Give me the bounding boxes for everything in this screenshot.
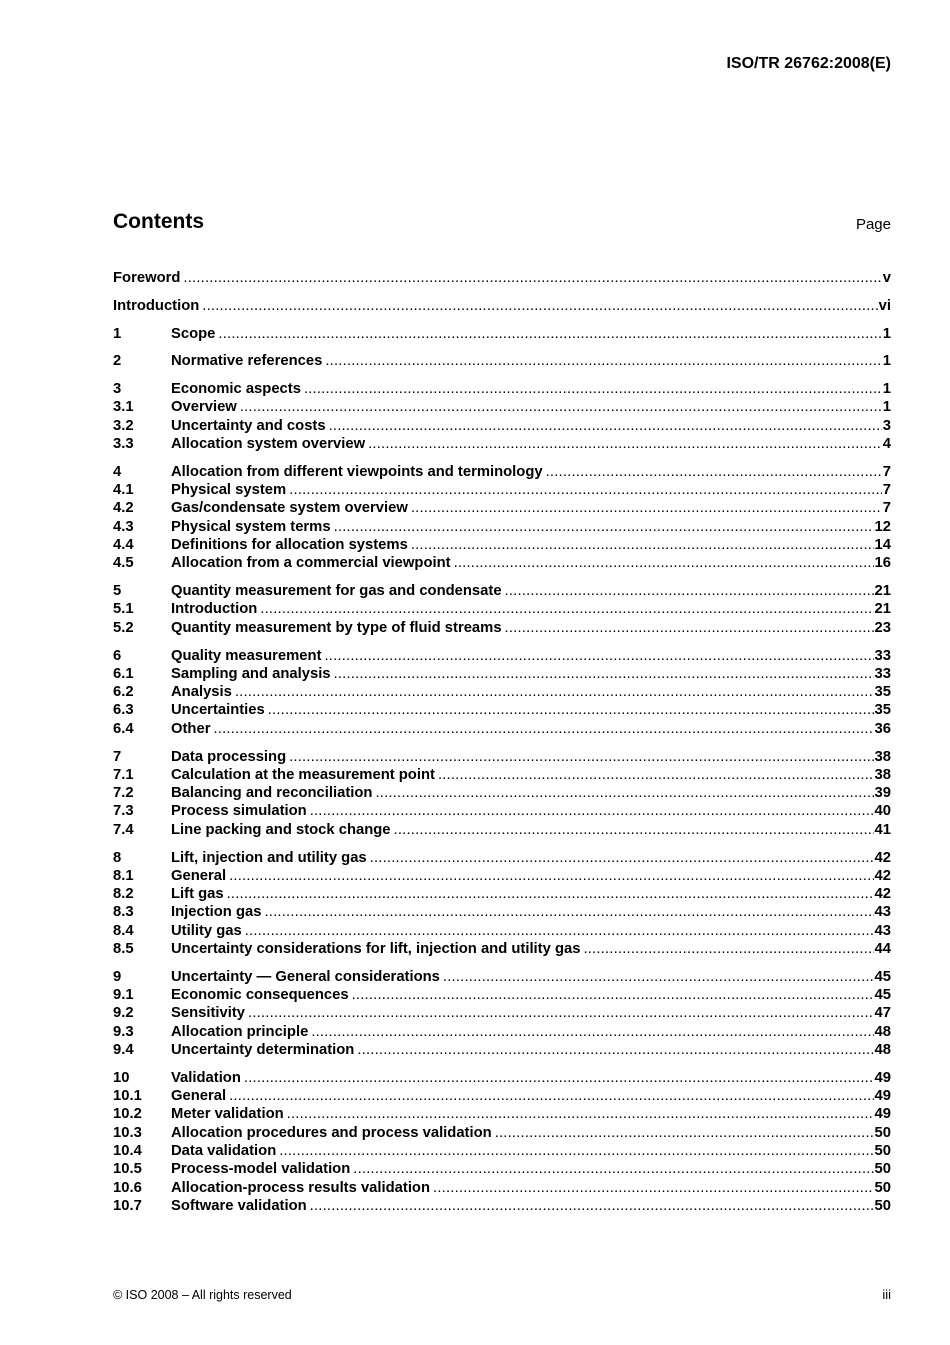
toc-entry[interactable] bbox=[113, 536, 891, 554]
toc-entry-number: 9.1 bbox=[113, 987, 134, 1004]
toc-entry-number: 10.4 bbox=[113, 1142, 142, 1159]
dot-leader bbox=[235, 683, 874, 701]
toc-entry-page: 23 bbox=[874, 619, 891, 636]
toc-entry[interactable] bbox=[113, 554, 891, 572]
toc-entry-number: 7.2 bbox=[113, 785, 134, 802]
toc-entry-page: 43 bbox=[874, 922, 891, 939]
dot-leader bbox=[325, 352, 881, 370]
toc-entry-number: 7.1 bbox=[113, 766, 134, 783]
dot-leader bbox=[329, 417, 882, 435]
toc-entry[interactable] bbox=[113, 701, 891, 719]
toc-entry-page: 1 bbox=[882, 381, 891, 398]
toc-entry-title: Physical system bbox=[171, 482, 287, 499]
toc-entry-title: Normative references bbox=[171, 353, 323, 370]
toc-entry-page: 1 bbox=[882, 353, 891, 370]
toc-entry-page: 50 bbox=[874, 1124, 891, 1141]
toc-entry-title: Sampling and analysis bbox=[171, 665, 331, 682]
table-of-contents bbox=[113, 269, 891, 1225]
toc-entry-number: 9 bbox=[113, 968, 122, 985]
toc-entry[interactable] bbox=[113, 720, 891, 738]
toc-entry-page: 21 bbox=[874, 583, 891, 600]
toc-entry[interactable] bbox=[113, 297, 891, 315]
toc-entry-title: Validation bbox=[171, 1069, 241, 1086]
toc-entry-page: 49 bbox=[874, 1088, 891, 1105]
toc-entry[interactable] bbox=[113, 766, 891, 784]
toc-entry-number: 8.4 bbox=[113, 922, 134, 939]
dot-leader bbox=[505, 582, 874, 600]
toc-entry-page: 50 bbox=[874, 1161, 891, 1178]
toc-entry-page: 1 bbox=[882, 399, 891, 416]
toc-entry[interactable] bbox=[113, 582, 891, 600]
toc-entry-number: 6 bbox=[113, 647, 122, 664]
dot-leader bbox=[229, 1087, 873, 1105]
toc-entry-title: Process-model validation bbox=[171, 1161, 351, 1178]
toc-entry[interactable] bbox=[113, 417, 891, 435]
toc-entry[interactable] bbox=[113, 518, 891, 536]
toc-entry-page: 38 bbox=[874, 766, 891, 783]
toc-entry-title: General bbox=[171, 867, 227, 884]
toc-group bbox=[113, 647, 891, 738]
toc-entry[interactable] bbox=[113, 435, 891, 453]
toc-entry-page: 1 bbox=[882, 325, 891, 342]
dot-leader bbox=[240, 398, 882, 416]
toc-entry-title: Line packing and stock change bbox=[171, 821, 391, 838]
dot-leader bbox=[325, 647, 874, 665]
toc-entry-title: Meter validation bbox=[171, 1106, 284, 1123]
toc-group bbox=[113, 849, 891, 959]
toc-entry[interactable] bbox=[113, 968, 891, 986]
toc-entry[interactable] bbox=[113, 499, 891, 517]
toc-group bbox=[113, 269, 891, 287]
toc-entry-title: Allocation from a commercial viewpoint bbox=[171, 555, 451, 572]
dot-leader bbox=[304, 380, 882, 398]
toc-entry-title: Quality measurement bbox=[171, 647, 322, 664]
toc-entry-title: Uncertainties bbox=[171, 702, 265, 719]
toc-group bbox=[113, 582, 891, 637]
dot-leader bbox=[334, 518, 874, 536]
dot-leader bbox=[310, 1197, 874, 1215]
toc-entry-number: 4.1 bbox=[113, 482, 134, 499]
toc-entry-number: 3.1 bbox=[113, 399, 134, 416]
toc-entry-number: 8.1 bbox=[113, 867, 134, 884]
toc-entry-title: Introduction bbox=[171, 601, 258, 618]
dot-leader bbox=[357, 1041, 873, 1059]
dot-leader bbox=[583, 940, 873, 958]
toc-entry-number: 4 bbox=[113, 463, 122, 480]
toc-entry[interactable] bbox=[113, 600, 891, 618]
toc-entry[interactable] bbox=[113, 849, 891, 867]
dot-leader bbox=[260, 600, 873, 618]
toc-entry-title: Allocation principle bbox=[171, 1023, 309, 1040]
toc-entry-number: 1 bbox=[113, 325, 122, 342]
toc-entry-title: General bbox=[171, 1088, 227, 1105]
toc-entry-number: 10.1 bbox=[113, 1088, 142, 1105]
dot-leader bbox=[311, 1023, 873, 1041]
toc-entry-number: 4.3 bbox=[113, 518, 134, 535]
toc-entry-page: 38 bbox=[874, 748, 891, 765]
toc-entry-title: Economic aspects bbox=[171, 381, 301, 398]
copyright-notice: © ISO 2008 – All rights reserved bbox=[113, 1288, 292, 1302]
toc-entry-page: 12 bbox=[874, 518, 891, 535]
toc-entry-number: 8.5 bbox=[113, 941, 134, 957]
toc-entry-number: 4.2 bbox=[113, 500, 134, 517]
toc-entry-title: Scope bbox=[171, 325, 216, 342]
toc-entry-page: 44 bbox=[874, 941, 891, 957]
toc-entry-page: 33 bbox=[874, 647, 891, 664]
toc-entry-page: 42 bbox=[874, 867, 891, 884]
toc-entry-page: 48 bbox=[874, 1023, 891, 1040]
dot-leader bbox=[505, 619, 874, 637]
dot-leader bbox=[353, 1160, 873, 1178]
toc-entry-number: 6.1 bbox=[113, 665, 134, 682]
toc-entry-number: 10.2 bbox=[113, 1106, 142, 1123]
toc-entry-title: Sensitivity bbox=[171, 1005, 246, 1022]
dot-leader bbox=[411, 536, 874, 554]
toc-entry-number: 5.1 bbox=[113, 601, 134, 618]
toc-entry[interactable] bbox=[113, 903, 891, 921]
toc-group bbox=[113, 1069, 891, 1215]
toc-entry-page: 21 bbox=[874, 601, 891, 618]
toc-entry-title: Allocation-process results validation bbox=[171, 1179, 431, 1196]
toc-entry-page: 40 bbox=[874, 803, 891, 820]
toc-entry-number: 6.4 bbox=[113, 720, 134, 737]
toc-entry-page: 4 bbox=[882, 436, 891, 453]
toc-entry-title: Gas/condensate system overview bbox=[171, 500, 408, 517]
page-column-label: Page bbox=[855, 216, 891, 233]
toc-group bbox=[113, 968, 891, 1059]
toc-entry-page: 47 bbox=[874, 1005, 891, 1022]
toc-entry-page: 45 bbox=[874, 987, 891, 1004]
toc-entry-number: 5 bbox=[113, 583, 122, 600]
dot-leader bbox=[213, 720, 873, 738]
dot-leader bbox=[289, 748, 873, 766]
toc-entry-page: v bbox=[882, 270, 891, 286]
toc-entry-title: Uncertainty determination bbox=[171, 1041, 355, 1058]
toc-group bbox=[113, 325, 891, 343]
toc-entry[interactable] bbox=[113, 802, 891, 820]
toc-entry[interactable] bbox=[113, 821, 891, 839]
document-id: ISO/TR 26762:2008(E) bbox=[726, 55, 891, 72]
toc-entry-title: Other bbox=[171, 720, 211, 737]
toc-entry[interactable] bbox=[113, 940, 891, 958]
toc-entry-page: 43 bbox=[874, 904, 891, 921]
toc-entry-title: Analysis bbox=[171, 684, 232, 701]
toc-entry-number: 3 bbox=[113, 381, 122, 398]
toc-entry-page: 41 bbox=[874, 821, 891, 838]
toc-entry-title: Uncertainty and costs bbox=[171, 417, 326, 434]
toc-entry-title: Process simulation bbox=[171, 803, 307, 820]
toc-entry[interactable] bbox=[113, 867, 891, 885]
toc-entry[interactable] bbox=[113, 1069, 891, 1087]
toc-entry-page: 36 bbox=[874, 720, 891, 737]
toc-entry-title: Economic consequences bbox=[171, 987, 349, 1004]
toc-entry[interactable] bbox=[113, 380, 891, 398]
toc-entry[interactable] bbox=[113, 647, 891, 665]
toc-entry-number: 10.7 bbox=[113, 1197, 142, 1214]
dot-leader bbox=[454, 554, 874, 572]
dot-leader bbox=[546, 463, 882, 481]
toc-entry-title: Uncertainty — General considerations bbox=[171, 968, 440, 985]
toc-entry-number: 3.3 bbox=[113, 436, 134, 453]
toc-entry-number: 3.2 bbox=[113, 417, 134, 434]
toc-entry[interactable] bbox=[113, 1124, 891, 1142]
toc-entry-number: 9.2 bbox=[113, 1005, 134, 1022]
toc-group bbox=[113, 352, 891, 370]
toc-entry-number: 10.3 bbox=[113, 1124, 142, 1141]
toc-entry-title: Physical system terms bbox=[171, 518, 331, 535]
dot-leader bbox=[229, 867, 873, 885]
toc-entry-page: 7 bbox=[882, 482, 891, 499]
dot-leader bbox=[495, 1124, 874, 1142]
toc-entry-number: 8.2 bbox=[113, 886, 134, 903]
dot-leader bbox=[368, 435, 882, 453]
dot-leader bbox=[310, 802, 874, 820]
toc-entry-page: 50 bbox=[874, 1142, 891, 1159]
dot-leader bbox=[183, 269, 881, 287]
toc-entry-title: Data validation bbox=[171, 1142, 277, 1159]
toc-entry-number: 9.4 bbox=[113, 1041, 134, 1058]
toc-entry-number: 10.5 bbox=[113, 1161, 142, 1178]
dot-leader bbox=[202, 297, 877, 315]
toc-entry[interactable] bbox=[113, 1160, 891, 1178]
toc-entry-number: 8.3 bbox=[113, 904, 134, 921]
toc-entry-title: Uncertainty considerations for lift, injection and utility gas bbox=[171, 941, 581, 957]
dot-leader bbox=[279, 1142, 873, 1160]
toc-entry-number: 4.5 bbox=[113, 555, 134, 572]
toc-group bbox=[113, 297, 891, 315]
dot-leader bbox=[287, 1105, 874, 1123]
toc-entry-page: 7 bbox=[882, 500, 891, 517]
dot-leader bbox=[218, 325, 881, 343]
dot-leader bbox=[352, 986, 874, 1004]
toc-entry[interactable] bbox=[113, 398, 891, 416]
dot-leader bbox=[370, 849, 874, 867]
toc-entry[interactable] bbox=[113, 269, 891, 287]
toc-entry-title: Quantity measurement by type of fluid streams bbox=[171, 619, 502, 636]
toc-entry-number: 7.4 bbox=[113, 821, 134, 838]
toc-entry[interactable] bbox=[113, 683, 891, 701]
toc-entry-title: Allocation from different viewpoints and terminology bbox=[171, 463, 543, 480]
toc-entry[interactable] bbox=[113, 1087, 891, 1105]
toc-entry[interactable] bbox=[113, 481, 891, 499]
toc-entry-number: 6.3 bbox=[113, 702, 134, 719]
toc-entry-title: Injection gas bbox=[171, 904, 262, 921]
page-number: iii bbox=[882, 1287, 891, 1302]
toc-entry-title: Foreword bbox=[113, 270, 181, 286]
toc-entry[interactable] bbox=[113, 1023, 891, 1041]
toc-entry-page: 49 bbox=[874, 1069, 891, 1086]
toc-entry-number: 8 bbox=[113, 849, 122, 866]
toc-entry[interactable] bbox=[113, 1105, 891, 1123]
toc-entry[interactable] bbox=[113, 986, 891, 1004]
dot-leader bbox=[245, 922, 874, 940]
toc-entry-number: 4.4 bbox=[113, 537, 134, 554]
toc-entry-number: 10 bbox=[113, 1069, 130, 1086]
toc-entry-title: Allocation system overview bbox=[171, 436, 366, 453]
toc-entry-title: Balancing and reconciliation bbox=[171, 785, 373, 802]
toc-entry-page: vi bbox=[878, 297, 891, 314]
toc-entry-page: 42 bbox=[874, 886, 891, 903]
toc-entry-page: 16 bbox=[874, 555, 891, 572]
toc-entry-title: Quantity measurement for gas and condensate bbox=[171, 583, 502, 600]
toc-entry-page: 35 bbox=[874, 684, 891, 701]
toc-entry[interactable] bbox=[113, 1004, 891, 1022]
toc-entry-page: 48 bbox=[874, 1041, 891, 1058]
toc-entry[interactable] bbox=[113, 1041, 891, 1059]
toc-entry[interactable] bbox=[113, 325, 891, 343]
dot-leader bbox=[438, 766, 874, 784]
toc-entry-title: Definitions for allocation systems bbox=[171, 537, 408, 554]
dot-leader bbox=[248, 1004, 874, 1022]
toc-entry-title: Introduction bbox=[113, 297, 200, 314]
toc-entry[interactable] bbox=[113, 1179, 891, 1197]
toc-entry-page: 42 bbox=[874, 849, 891, 866]
toc-entry-title: Allocation procedures and process validation bbox=[171, 1124, 492, 1141]
toc-entry[interactable] bbox=[113, 1142, 891, 1160]
toc-group bbox=[113, 463, 891, 573]
toc-entry-page: 3 bbox=[882, 417, 891, 434]
toc-entry-number: 7.3 bbox=[113, 803, 134, 820]
toc-entry-page: 45 bbox=[874, 968, 891, 985]
dot-leader bbox=[268, 701, 874, 719]
dot-leader bbox=[375, 784, 873, 802]
toc-entry[interactable] bbox=[113, 352, 891, 370]
toc-entry[interactable] bbox=[113, 922, 891, 940]
dot-leader bbox=[334, 665, 874, 683]
toc-entry-page: 50 bbox=[874, 1179, 891, 1196]
toc-entry-title: Lift gas bbox=[171, 886, 224, 903]
dot-leader bbox=[411, 499, 882, 517]
contents-title: Contents bbox=[113, 210, 204, 233]
toc-entry[interactable] bbox=[113, 885, 891, 903]
dot-leader bbox=[394, 821, 874, 839]
toc-entry-number: 9.3 bbox=[113, 1023, 134, 1040]
toc-entry-number: 5.2 bbox=[113, 619, 134, 636]
toc-entry[interactable] bbox=[113, 665, 891, 683]
toc-entry-page: 35 bbox=[874, 702, 891, 719]
dot-leader bbox=[443, 968, 874, 986]
toc-entry[interactable] bbox=[113, 1197, 891, 1215]
toc-entry-title: Overview bbox=[171, 399, 237, 416]
toc-entry[interactable] bbox=[113, 748, 891, 766]
toc-entry[interactable] bbox=[113, 619, 891, 637]
toc-entry-page: 39 bbox=[874, 785, 891, 802]
toc-entry[interactable] bbox=[113, 784, 891, 802]
toc-entry-page: 7 bbox=[882, 463, 891, 480]
dot-leader bbox=[289, 481, 882, 499]
dot-leader bbox=[433, 1179, 874, 1197]
toc-entry-title: Software validation bbox=[171, 1197, 307, 1214]
dot-leader bbox=[244, 1069, 874, 1087]
toc-entry-page: 14 bbox=[874, 537, 891, 554]
dot-leader bbox=[264, 903, 873, 921]
toc-group bbox=[113, 748, 891, 839]
toc-entry-title: Utility gas bbox=[171, 922, 242, 939]
toc-group bbox=[113, 380, 891, 453]
dot-leader bbox=[227, 885, 874, 903]
toc-entry-number: 2 bbox=[113, 353, 122, 370]
toc-entry-page: 49 bbox=[874, 1106, 891, 1123]
toc-entry-page: 33 bbox=[874, 665, 891, 682]
toc-entry[interactable] bbox=[113, 463, 891, 481]
toc-entry-title: Data processing bbox=[171, 748, 287, 765]
toc-entry-title: Calculation at the measurement point bbox=[171, 766, 435, 783]
toc-entry-title: Lift, injection and utility gas bbox=[171, 849, 367, 866]
toc-entry-number: 6.2 bbox=[113, 684, 134, 701]
toc-entry-page: 50 bbox=[874, 1197, 891, 1214]
toc-entry-number: 7 bbox=[113, 748, 122, 765]
toc-entry-number: 10.6 bbox=[113, 1179, 142, 1196]
